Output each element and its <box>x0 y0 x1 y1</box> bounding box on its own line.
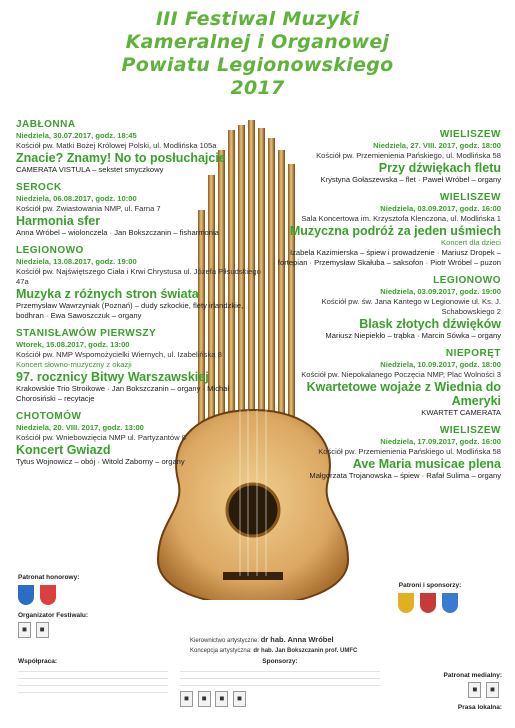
patrons-label: Patroni i sponsorzy: <box>398 582 462 589</box>
event-city: JABŁONNA <box>16 119 76 130</box>
patronage-label: Patronat honorowy: <box>18 574 80 581</box>
left-events <box>16 119 261 474</box>
media-patronage <box>412 672 502 711</box>
event-date: Wtorek, 15.08.2017, godz. 13:00 <box>16 340 130 349</box>
direction-label: Kierownictwo artystyczne: <box>190 638 260 644</box>
event-legionowo-2 <box>271 275 501 341</box>
event-wieliszew-3 <box>271 425 501 481</box>
event-city: WIELISZEW <box>439 425 501 436</box>
event-date: Niedziela, 03.09.2017, godz. 19:00 <box>380 287 501 296</box>
sponsor-logo-icon: ◼ <box>215 691 228 707</box>
event-place: Sala Koncertowa im. Krzysztofa Klenczona, ul. Modlińska 1 <box>301 214 501 223</box>
title-line-4: 2017 <box>230 77 285 99</box>
event-wieliszew-2 <box>271 192 501 268</box>
event-jablonna <box>16 119 261 175</box>
organizer-logo-icon: ◼ <box>36 622 49 638</box>
media-logo-icon: ◼ <box>486 682 499 698</box>
event-performers: Izabela Kazimierska – śpiew i prowadzenie · Mariusz Dropek – fortepian · Przemysław Skałuba – saksofon · Piotr Wróbel – puzon <box>277 248 501 267</box>
right-events <box>271 129 501 488</box>
event-performers: Mariusz Niepiekło – trąbka · Marcin Sówka – organy <box>325 331 501 340</box>
event-serock <box>16 182 261 238</box>
event-title: Kwartetowe wojaże z Wiednia do Ameryki <box>306 380 501 408</box>
concept-name: dr hab. Jan Bokszczanin prof. UMFC <box>253 648 358 654</box>
title-line-3: Powiatu Legionowskiego <box>121 54 394 76</box>
event-performers: Anna Wróbel – wiolonczela · Jan Bokszczanin – fisharmonia <box>16 228 219 237</box>
event-place: Kościół pw. NMP Wspomożycielki Wiernych, ul. Izabelińska 8 <box>16 350 222 359</box>
event-title: Muzyczna podróż za jeden uśmiech <box>289 224 501 238</box>
event-title: Ave Maria musicae plena <box>352 457 501 471</box>
cooperation-label: Współpraca: <box>18 658 58 665</box>
title-line-2: Kameralnej i Organowej <box>125 31 390 53</box>
coat-of-arms-icon <box>442 593 458 613</box>
press-label: Prasa lokalna: <box>457 704 502 711</box>
event-date: Niedziela, 17.09.2017, godz. 16:00 <box>380 437 501 446</box>
event-place: Kościół pw. św. Jana Kantego w Legionowie ul. Ks. J. Schabowskiego 2 <box>321 297 501 316</box>
honorary-patronage <box>18 574 138 605</box>
event-stanislawow <box>16 328 261 404</box>
event-chotomow <box>16 411 261 467</box>
event-city: WIELISZEW <box>439 129 501 140</box>
event-performers: Krystyna Gołaszewska – flet · Paweł Wróbel – organy <box>320 175 501 184</box>
event-title: 97. rocznicy Bitwy Warszawskiej <box>16 370 209 384</box>
event-date: Niedziela, 27. VIII. 2017, godz. 18:00 <box>373 141 501 150</box>
event-city: WIELISZEW <box>439 192 501 203</box>
event-city: CHOTOMÓW <box>16 411 82 422</box>
event-nieporet <box>271 348 501 418</box>
event-city: STANISŁAWÓW PIERWSZY <box>16 328 157 339</box>
event-date: Niedziela, 13.08.2017, godz. 19:00 <box>16 257 137 266</box>
coat-of-arms-icon <box>18 585 34 605</box>
event-city: LEGIONOWO <box>16 245 84 256</box>
sponsor-logo-icon: ◼ <box>233 691 246 707</box>
title-line-1: III Festiwal Muzyki <box>155 8 360 30</box>
event-date: Niedziela, 03.09.2017, godz. 16:00 <box>380 204 501 213</box>
cooperation-text <box>18 665 168 695</box>
event-performers: Krakowskie Trio Stroikowe · Jan Bokszczanin – organy · Michał Chorosiński – recytacje <box>16 384 230 403</box>
concept-label: Koncepcja artystyczna: <box>190 648 252 654</box>
event-place: Kościół pw. Matki Bożej Królowej Polski, ul. Modlińska 105a <box>16 141 217 150</box>
event-city: LEGIONOWO <box>433 275 501 286</box>
event-city: SEROCK <box>16 182 62 193</box>
event-wieliszew-1 <box>271 129 501 185</box>
event-legionowo <box>16 245 261 321</box>
patrons-sponsors <box>360 582 500 613</box>
organizer <box>18 612 138 638</box>
sponsors-label: Sponsorzy: <box>262 658 298 665</box>
organizer-label: Organizator Festiwalu: <box>18 612 89 619</box>
event-title: Koncert Gwiazd <box>16 443 111 457</box>
event-performers: Małgorzata Trojanowska – śpiew · Rafał Sulima – organy <box>309 471 501 480</box>
sponsors <box>180 658 380 707</box>
coat-of-arms-icon <box>40 585 56 605</box>
coat-of-arms-icon <box>420 593 436 613</box>
event-place: Kościół pw. Wniebowzięcia NMP ul. Partyzantów 8 <box>16 433 186 442</box>
event-note: Koncert słowno-muzyczny z okazji <box>16 360 132 369</box>
artistic-direction <box>190 636 390 655</box>
festival-title <box>0 8 515 100</box>
event-title: Blask złotych dźwięków <box>359 317 501 331</box>
media-logo-icon: ◼ <box>468 682 481 698</box>
event-performers: KWARTET CAMERATA <box>421 408 501 417</box>
sponsors-text <box>180 665 380 689</box>
media-label: Patronat medialny: <box>443 672 502 679</box>
director-name: dr hab. Anna Wróbel <box>260 635 334 644</box>
event-date: Niedziela, 30.07.2017, godz. 18:45 <box>16 131 137 140</box>
event-performers: Tytus Wojnowicz – obój · Witold Zaborny – organy <box>16 457 185 466</box>
event-place: Kościół pw. Zwiastowania NMP, ul. Farna 7 <box>16 204 161 213</box>
event-place: Kościół pw. Niepokalanego Poczęcia NMP, Plac Wolności 3 <box>301 370 501 379</box>
event-performers: CAMERATA VISTULA – sekstet smyczkowy <box>16 165 164 174</box>
event-date: Niedziela, 20. VIII. 2017, godz. 13:00 <box>16 423 144 432</box>
event-date: Niedziela, 10.09.2017, godz. 18:00 <box>380 360 501 369</box>
organizer-logo-icon: ◼ <box>18 622 31 638</box>
event-place: Kościół pw. Przemienienia Pańskiego ul. Modlińska 58 <box>318 447 501 456</box>
coat-of-arms-icon <box>398 593 414 613</box>
cooperation <box>18 658 168 695</box>
event-place: Kościół pw. Przemienienia Pańskiego, ul. Modlińska 58 <box>316 151 501 160</box>
event-place: Kościół pw. Najświętszego Ciała i Krwi Chrystusa ul. Józefa Piłsudskiego 47a <box>16 267 261 286</box>
event-title: Harmonia sfer <box>16 214 101 228</box>
sponsor-logo-icon: ◼ <box>180 691 193 707</box>
event-city: NIEPORĘT <box>445 348 501 359</box>
event-title: Przy dźwiękach fletu <box>378 161 501 175</box>
sponsor-logo-icon: ◼ <box>198 691 211 707</box>
event-date: Niedziela, 06.08.2017, godz. 10:00 <box>16 194 137 203</box>
event-title: Znacie? Znamy! No to posłuchajcie <box>16 151 226 165</box>
event-title: Muzyka z różnych stron świata <box>16 287 199 301</box>
event-note: Koncert dla dzieci <box>441 238 501 247</box>
event-performers: Przemysław Wawrzyniak (Poznań) – dudy szkockie, flety irlandzkie, bodhran · Ewa Sawoszczuk – organy <box>16 301 244 320</box>
